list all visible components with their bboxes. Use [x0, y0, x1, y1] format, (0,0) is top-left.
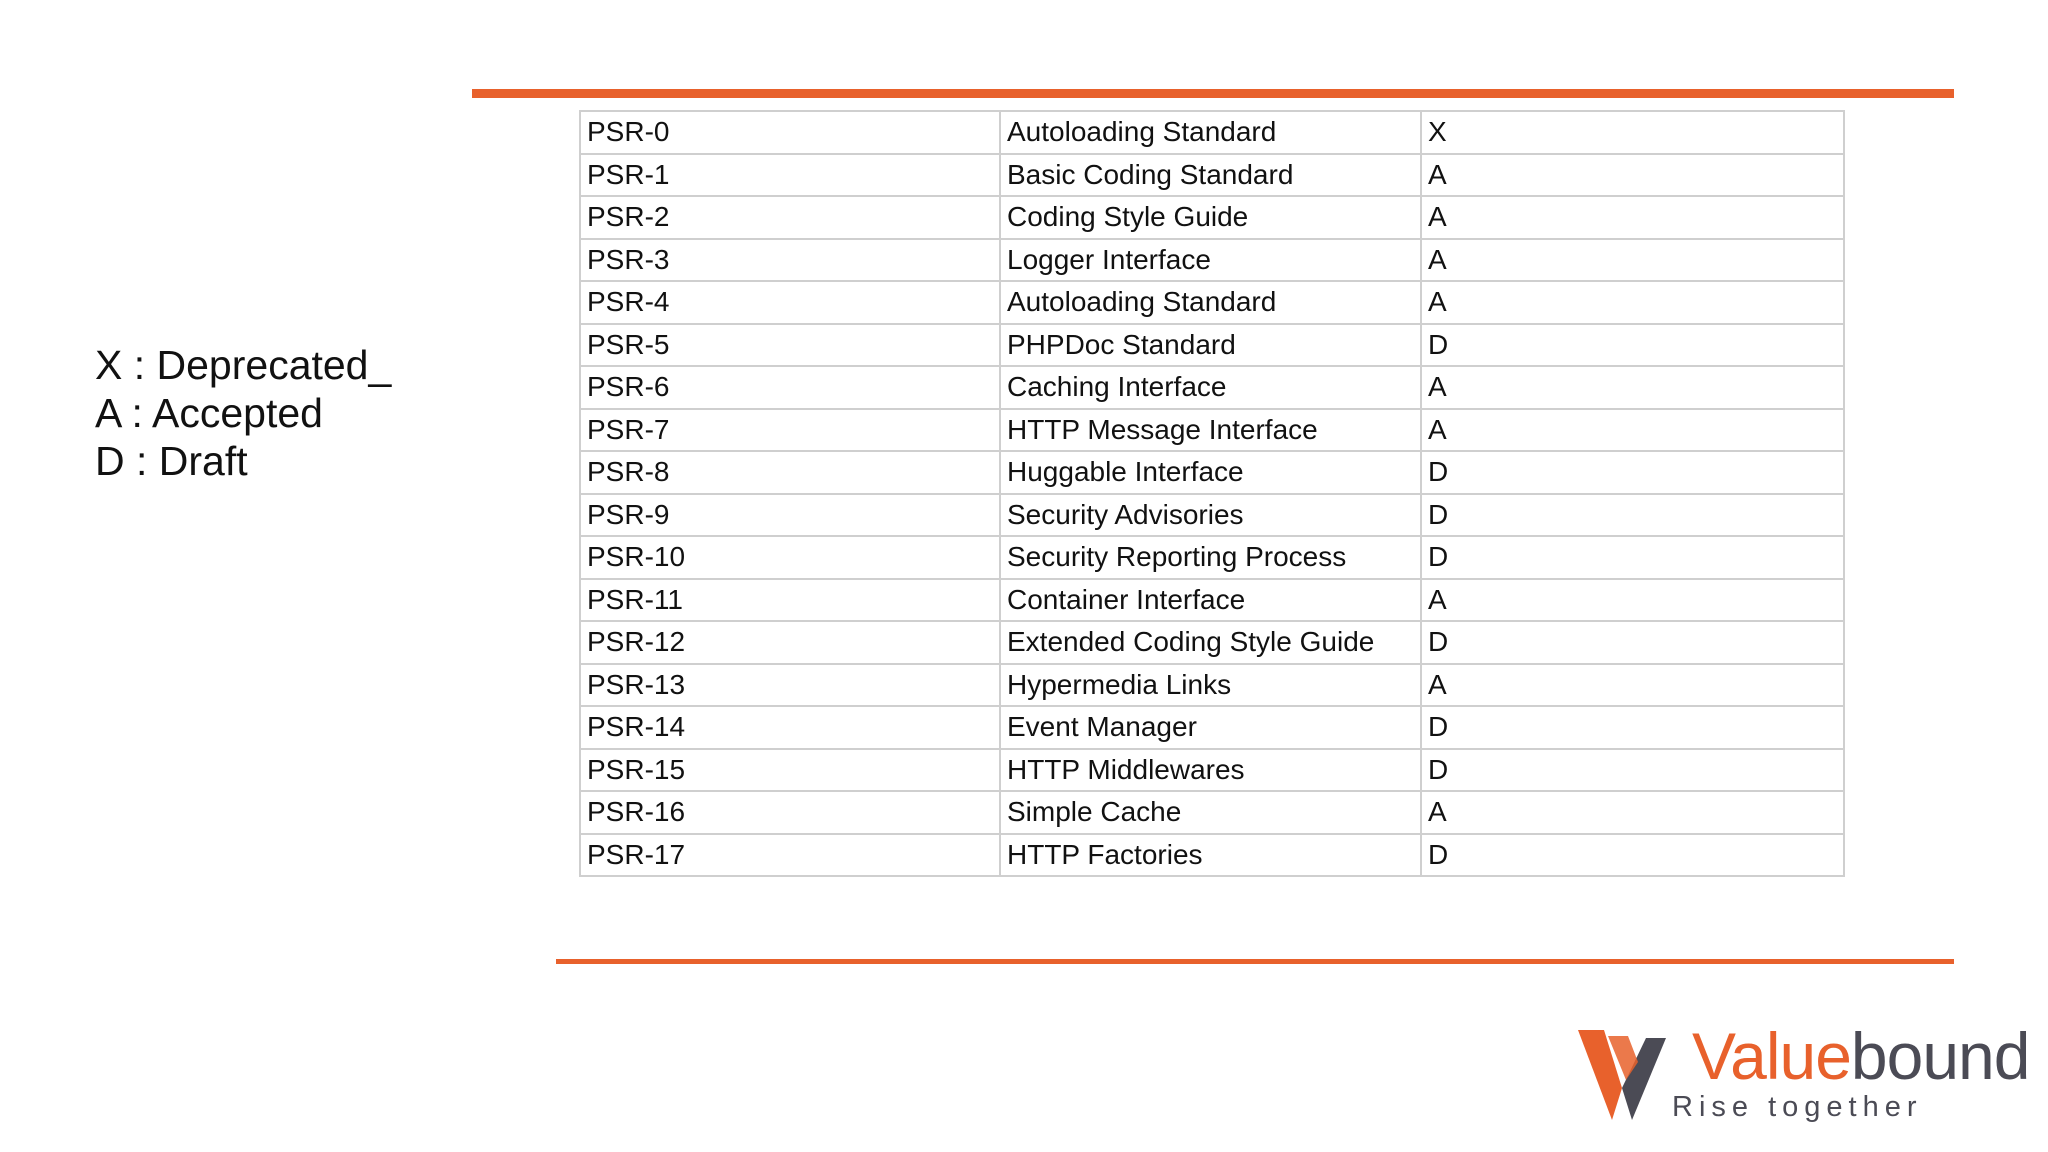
logo-wordmark-bound: bound	[1850, 1019, 2030, 1093]
valuebound-v-mark-icon	[1578, 1030, 1670, 1120]
table-row	[580, 281, 1844, 324]
psr-status-cell: D	[1421, 706, 1844, 749]
psr-status-cell: D	[1421, 494, 1844, 537]
table-row	[580, 196, 1844, 239]
table-row	[580, 324, 1844, 367]
table-row	[580, 664, 1844, 707]
psr-status-cell: D	[1421, 834, 1844, 877]
table-row	[580, 791, 1844, 834]
psr-status-cell: D	[1421, 621, 1844, 664]
psr-name-cell: Simple Cache	[1000, 791, 1421, 834]
table-row	[580, 451, 1844, 494]
psr-status-cell: A	[1421, 791, 1844, 834]
table-row	[580, 749, 1844, 792]
psr-id-cell: PSR-4	[580, 281, 1000, 324]
psr-status-cell: A	[1421, 154, 1844, 197]
psr-name-cell: Autoloading Standard	[1000, 111, 1421, 154]
psr-id-cell: PSR-15	[580, 749, 1000, 792]
psr-status-cell: A	[1421, 196, 1844, 239]
psr-name-cell: Coding Style Guide	[1000, 196, 1421, 239]
status-legend	[95, 341, 391, 485]
table-row	[580, 706, 1844, 749]
psr-id-cell: PSR-9	[580, 494, 1000, 537]
psr-name-cell: Security Reporting Process	[1000, 536, 1421, 579]
table-row	[580, 834, 1844, 877]
psr-id-cell: PSR-3	[580, 239, 1000, 282]
psr-name-cell: PHPDoc Standard	[1000, 324, 1421, 367]
psr-id-cell: PSR-7	[580, 409, 1000, 452]
psr-id-cell: PSR-10	[580, 536, 1000, 579]
psr-name-cell: Event Manager	[1000, 706, 1421, 749]
table-row	[580, 111, 1844, 154]
psr-id-cell: PSR-0	[580, 111, 1000, 154]
psr-id-cell: PSR-5	[580, 324, 1000, 367]
psr-name-cell: HTTP Middlewares	[1000, 749, 1421, 792]
psr-name-cell: Caching Interface	[1000, 366, 1421, 409]
psr-name-cell: Huggable Interface	[1000, 451, 1421, 494]
psr-id-cell: PSR-6	[580, 366, 1000, 409]
top-divider	[472, 89, 1954, 98]
psr-name-cell: Autoloading Standard	[1000, 281, 1421, 324]
psr-id-cell: PSR-17	[580, 834, 1000, 877]
psr-status-cell: A	[1421, 664, 1844, 707]
logo-wordmark-value: Value	[1692, 1019, 1851, 1093]
psr-id-cell: PSR-12	[580, 621, 1000, 664]
table-row	[580, 621, 1844, 664]
psr-status-cell: D	[1421, 451, 1844, 494]
legend-accepted: A : Accepted	[95, 390, 323, 436]
valuebound-logo	[1578, 1019, 2030, 1126]
psr-status-cell: D	[1421, 324, 1844, 367]
psr-status-cell: A	[1421, 409, 1844, 452]
psr-id-cell: PSR-14	[580, 706, 1000, 749]
legend-deprecated: X : Deprecated_	[95, 342, 392, 388]
psr-name-cell: HTTP Factories	[1000, 834, 1421, 877]
psr-name-cell: Extended Coding Style Guide	[1000, 621, 1421, 664]
table-row	[580, 494, 1844, 537]
psr-name-cell: Hypermedia Links	[1000, 664, 1421, 707]
logo-wordmark	[1692, 1018, 2029, 1094]
psr-id-cell: PSR-2	[580, 196, 1000, 239]
legend-draft: D : Draft	[95, 438, 248, 484]
bottom-divider	[556, 959, 1954, 964]
psr-name-cell: HTTP Message Interface	[1000, 409, 1421, 452]
table-row	[580, 366, 1844, 409]
psr-name-cell: Container Interface	[1000, 579, 1421, 622]
psr-table	[579, 110, 1845, 877]
psr-id-cell: PSR-1	[580, 154, 1000, 197]
psr-status-cell: D	[1421, 536, 1844, 579]
psr-name-cell: Security Advisories	[1000, 494, 1421, 537]
psr-status-cell: A	[1421, 239, 1844, 282]
psr-id-cell: PSR-8	[580, 451, 1000, 494]
table-row	[580, 154, 1844, 197]
table-row	[580, 579, 1844, 622]
table-row	[580, 409, 1844, 452]
logo-tagline: Rise together	[1672, 1091, 1923, 1123]
psr-status-cell: A	[1421, 579, 1844, 622]
psr-status-cell: D	[1421, 749, 1844, 792]
psr-name-cell: Logger Interface	[1000, 239, 1421, 282]
psr-status-cell: A	[1421, 366, 1844, 409]
table-row	[580, 536, 1844, 579]
psr-status-cell: A	[1421, 281, 1844, 324]
psr-table-body	[580, 111, 1844, 876]
psr-name-cell: Basic Coding Standard	[1000, 154, 1421, 197]
table-row	[580, 239, 1844, 282]
psr-status-cell: X	[1421, 111, 1844, 154]
psr-id-cell: PSR-16	[580, 791, 1000, 834]
psr-id-cell: PSR-11	[580, 579, 1000, 622]
psr-id-cell: PSR-13	[580, 664, 1000, 707]
